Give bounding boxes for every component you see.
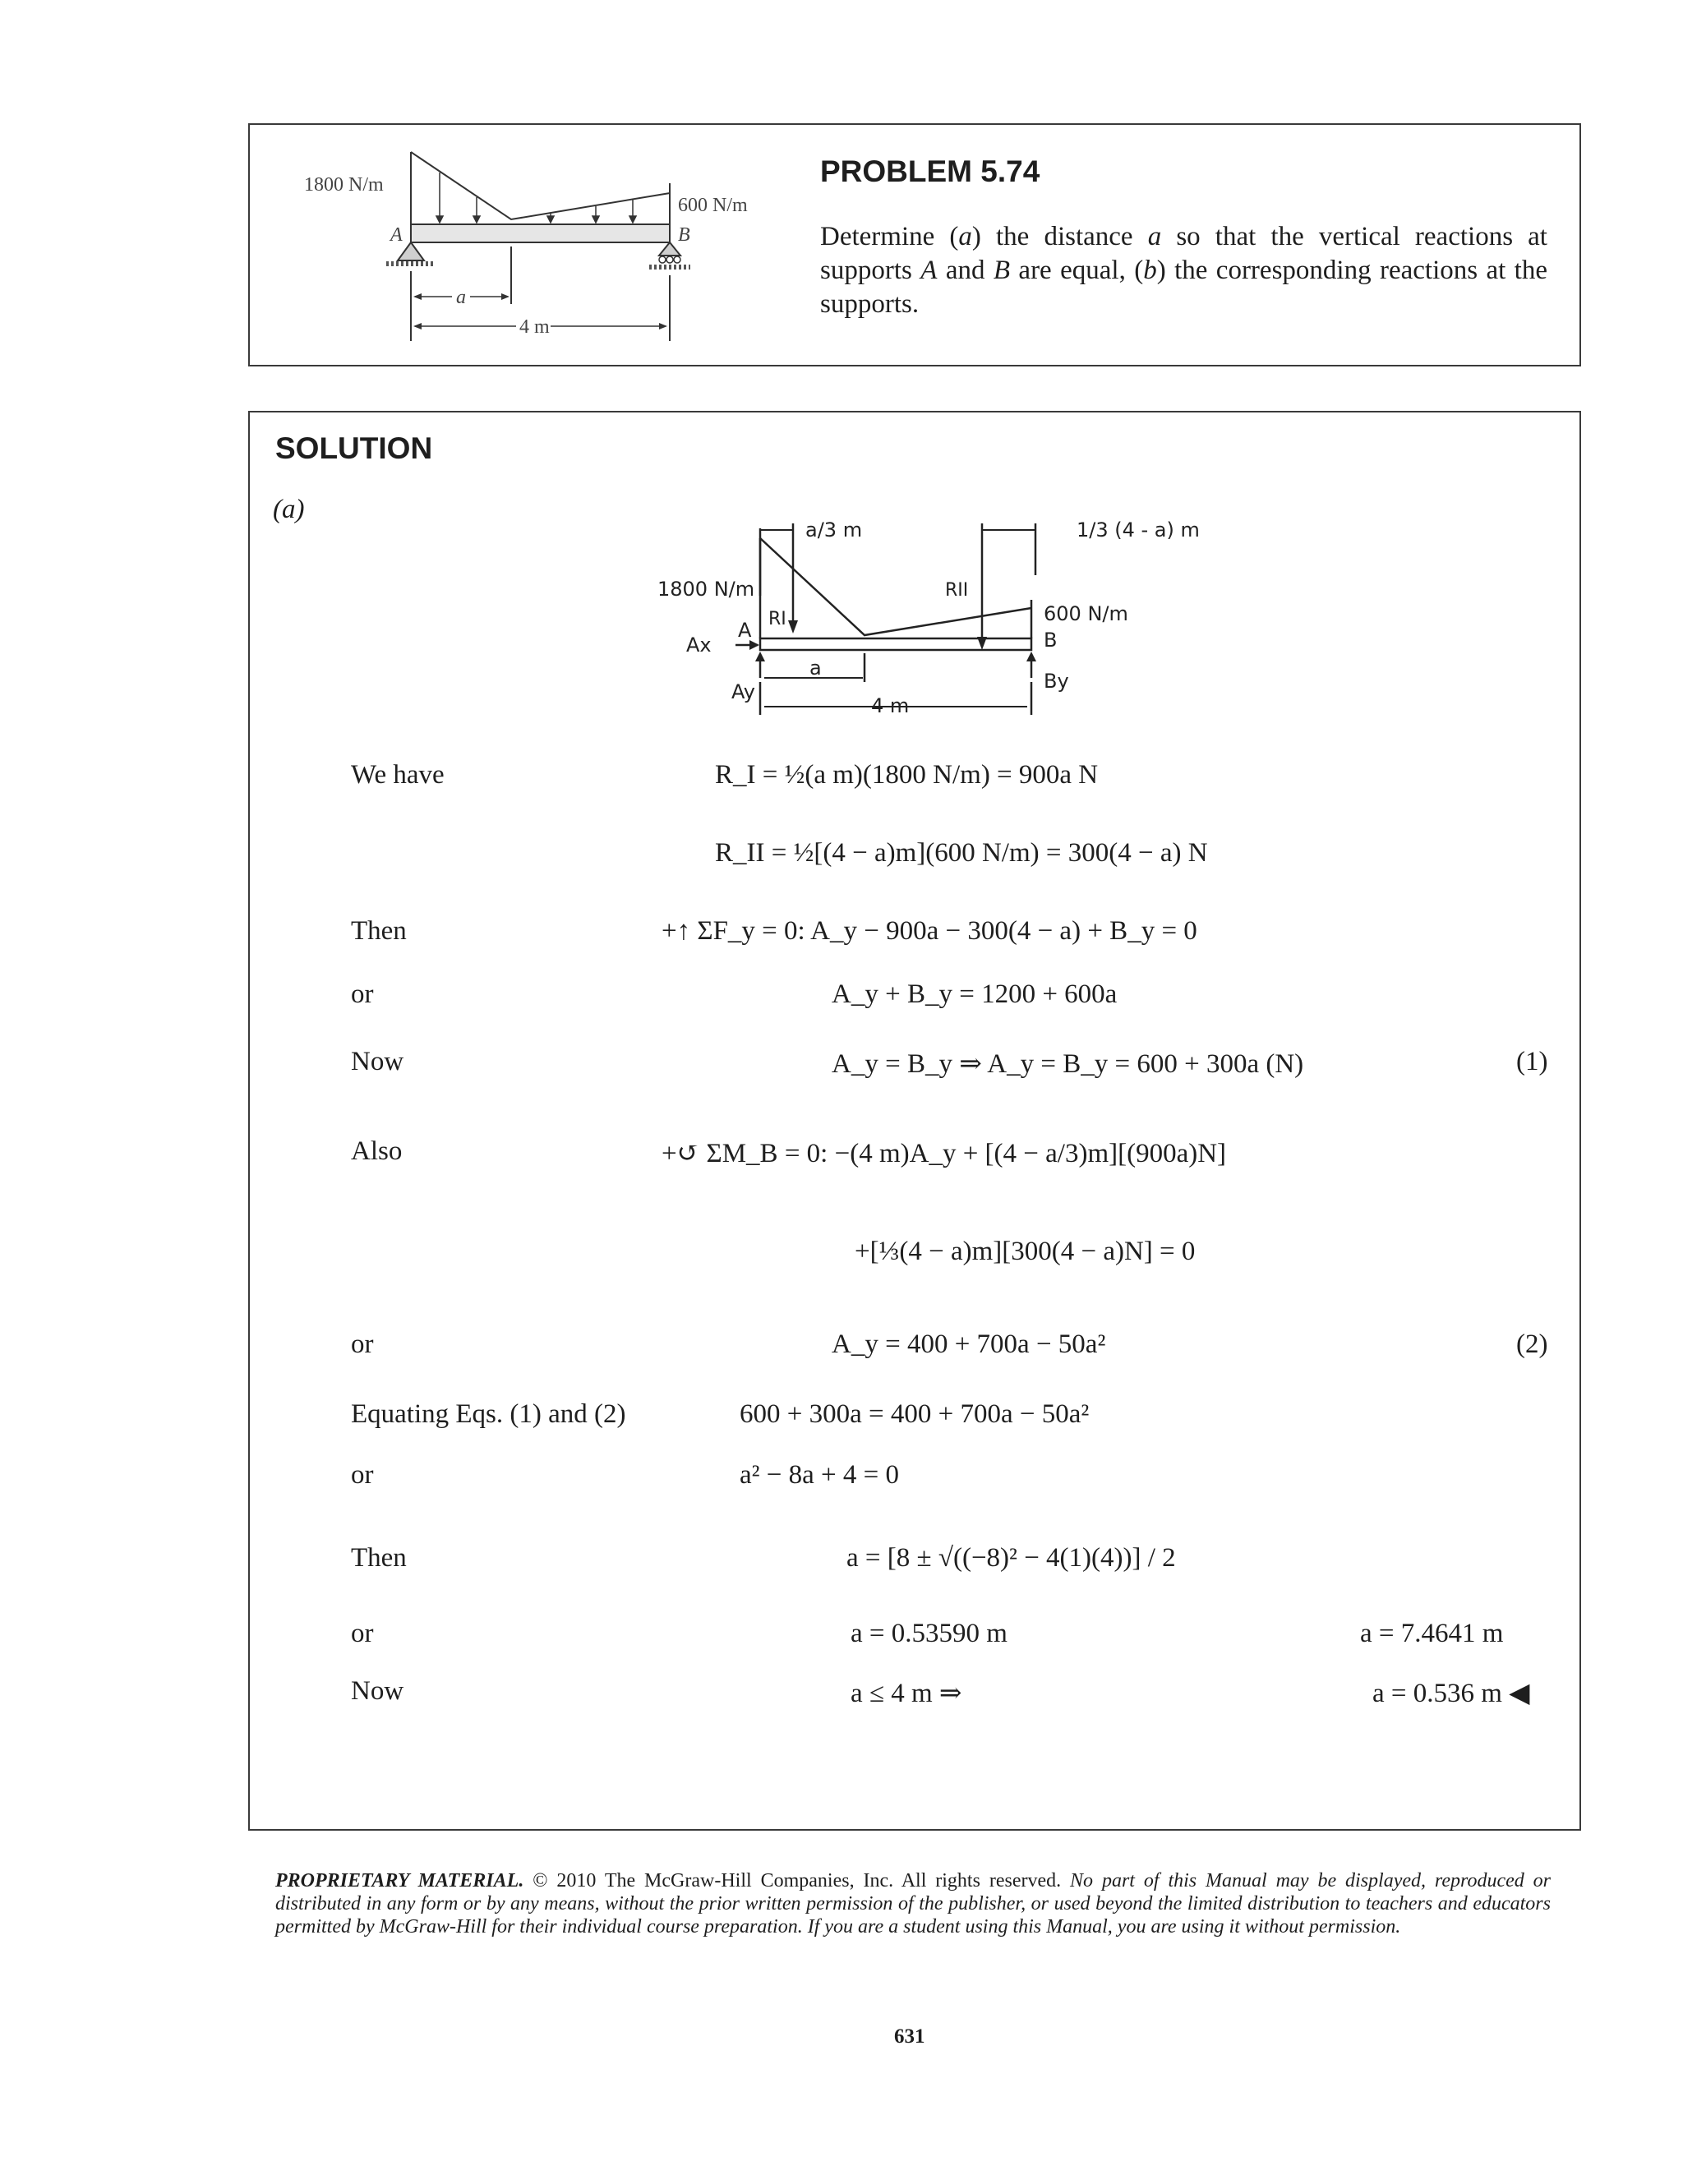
solution-part: (a) <box>273 495 305 524</box>
step-equation: R_I = ½(a m)(1800 N/m) = 900a N <box>715 760 1099 790</box>
fbd-a: A <box>738 619 752 642</box>
step-label: Now <box>351 1676 404 1706</box>
step-label: or <box>351 1460 374 1490</box>
step-equation: a ≤ 4 m ⇒ <box>851 1679 962 1708</box>
step-equation: a² − 8a + 4 = 0 <box>740 1460 900 1490</box>
fbd-ax: Ax <box>686 634 712 657</box>
page-number: 631 <box>894 2025 925 2048</box>
step-equation: 600 + 300a = 400 + 700a − 50a² <box>740 1399 1090 1429</box>
footer-notice-text: No part of this Manual may be displayed, reproduced or distributed in any form or by any means, without the prior written permission of the publisher, or used beyond the limited distribution to teachers and educators permitted by McGraw-Hill for their individual course preparation. If you are a student using this Manual, you are using it without permission. <box>275 1870 1552 1937</box>
step-label: Equating Eqs. (1) and (2) <box>351 1399 626 1429</box>
step-equation: A_y = B_y ⇒ A_y = B_y = 600 + 300a (N) <box>832 1049 1304 1079</box>
problem-title: PROBLEM 5.74 <box>820 154 1040 188</box>
footer-copyright: © 2010 The McGraw-Hill Companies, Inc. All rights reserved. <box>533 1870 1062 1891</box>
step-label: Then <box>351 1543 407 1573</box>
step-equation: +↑ ΣF_y = 0: A_y − 900a − 300(4 − a) + B_y = 0 <box>662 916 1197 946</box>
equation-tag: (2) <box>1516 1329 1548 1359</box>
step-label: Also <box>351 1136 403 1166</box>
step-equation: A_y = 400 + 700a − 50a² <box>832 1329 1106 1359</box>
fbd-dim-a: a <box>809 657 822 680</box>
step-equation: +↺ ΣM_B = 0: −(4 m)A_y + [(4 − a/3)m][(900a)N] <box>662 1139 1227 1168</box>
fbd-load-left: 1800 N/m <box>657 578 755 601</box>
step-label: or <box>351 1619 374 1648</box>
step-equation: +[⅓(4 − a)m][300(4 − a)N] = 0 <box>855 1237 1196 1266</box>
step-equation: R_II = ½[(4 − a)m](600 N/m) = 300(4 − a) N <box>715 838 1208 868</box>
footer-notice <box>275 1869 1551 1938</box>
step-equation: A_y + B_y = 1200 + 600a <box>832 979 1118 1009</box>
fbd-dim-third-a: a/3 m <box>805 518 863 541</box>
fbd-ay: Ay <box>731 680 755 703</box>
step-label: We have <box>351 760 445 790</box>
fbd-dim-third-rest: 1/3 (4 - a) m <box>1077 518 1200 541</box>
free-body-diagram <box>649 514 1241 719</box>
figure-dim-a: a <box>456 287 466 308</box>
alternate-root: a = 7.4641 m <box>1360 1619 1504 1648</box>
step-equation: a = [8 ± √((−8)² − 4(1)(4))] / 2 <box>846 1543 1176 1573</box>
figure-load-left: 1800 N/m <box>304 174 384 196</box>
solution-heading: SOLUTION <box>275 431 433 465</box>
final-answer: a = 0.536 m ◀ <box>1372 1679 1530 1708</box>
step-label: or <box>351 1329 374 1359</box>
figure-label-b: B <box>678 224 690 246</box>
figure-label-a: A <box>390 224 403 246</box>
fbd-load-right: 600 N/m <box>1044 602 1128 625</box>
fbd-dim-total: 4 m <box>871 694 910 717</box>
step-equation: a = 0.53590 m <box>851 1619 1007 1648</box>
problem-statement: Determine (a) the distance a so that the vertical reactions at supports A and B are equal, (b) the corresponding reactions at the supports. <box>820 222 1547 319</box>
equation-tag: (1) <box>1516 1047 1548 1076</box>
fbd-r2: RII <box>945 580 969 601</box>
figure-dim-total: 4 m <box>519 316 550 338</box>
step-label: or <box>351 979 374 1009</box>
step-label: Then <box>351 916 407 946</box>
footer-proprietary: PROPRIETARY MATERIAL. <box>275 1870 524 1891</box>
step-label: Now <box>351 1047 404 1076</box>
figure-load-right: 600 N/m <box>678 195 748 216</box>
fbd-r1: RI <box>768 609 786 629</box>
fbd-by: By <box>1044 670 1069 693</box>
fbd-b: B <box>1044 629 1058 652</box>
problem-figure <box>296 136 805 353</box>
